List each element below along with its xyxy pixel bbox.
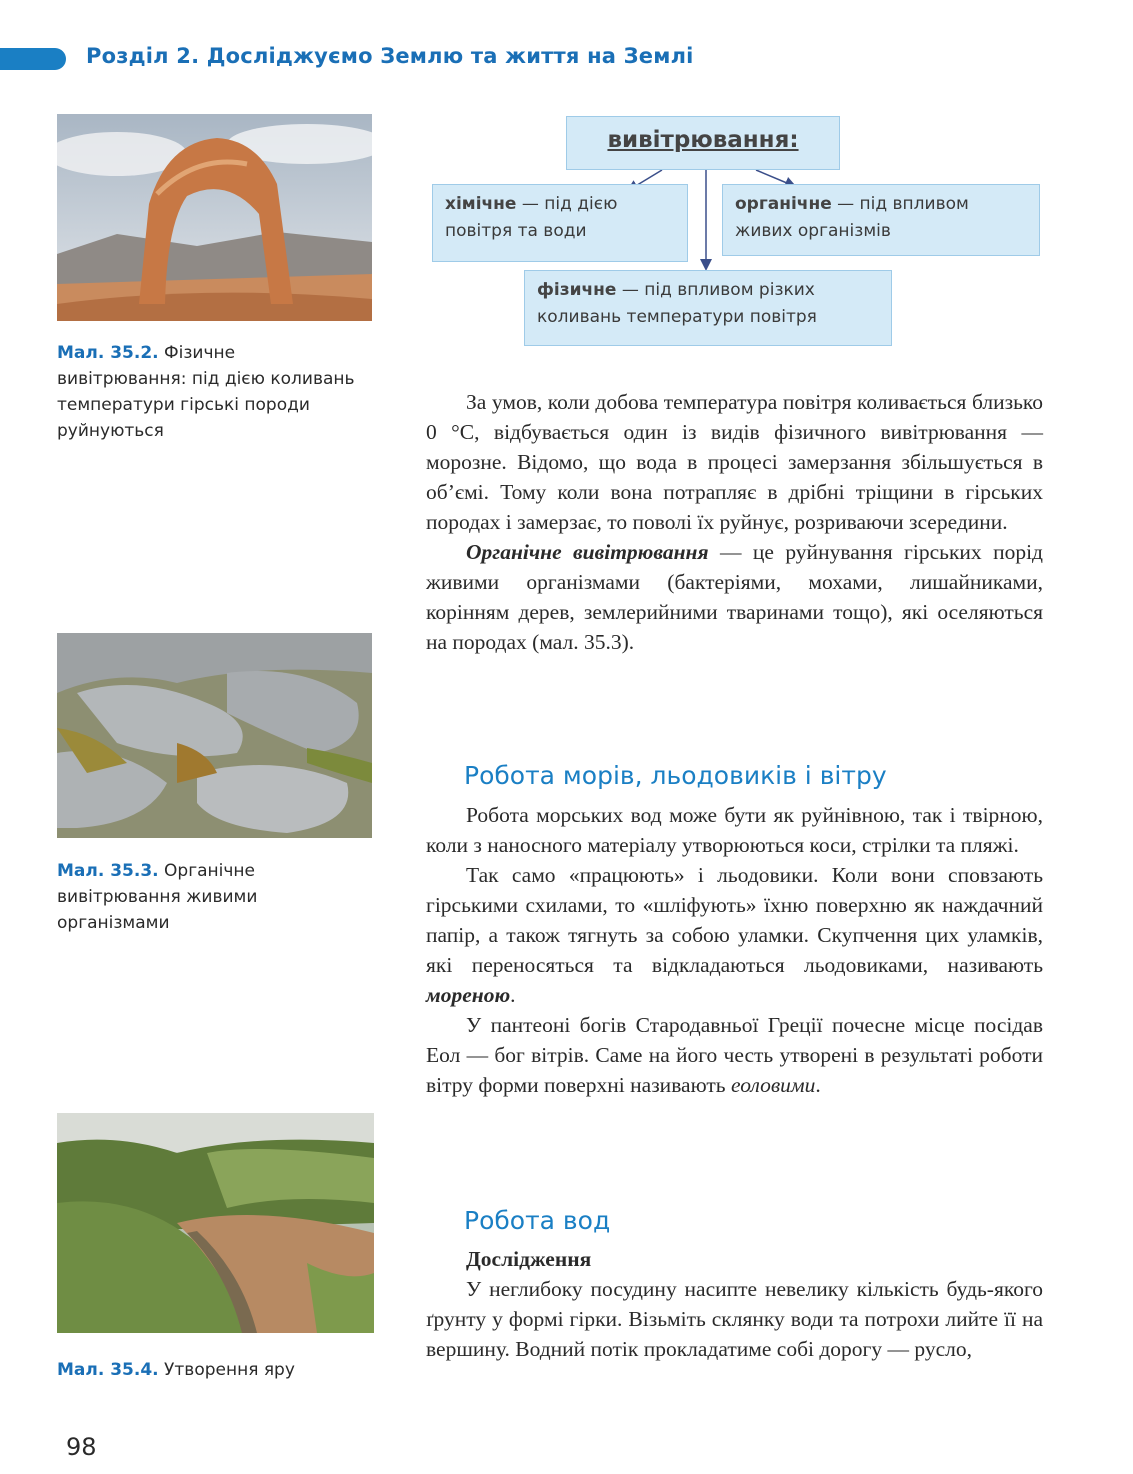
paragraph: За умов, коли добова температура повітря коливається близько 0 °С, відбувається один із видів фізичного вивітрювання — морозне. Відомо, що вода в процесі замерзання збільшується в об’ємі. Тому коли вона потрапляє в дрібні тріщини в гірських породах і замерзає, то поволі їх руйнує, розриваючи зсередини. — [426, 390, 1043, 534]
term: Органічне вивітрювання — [466, 540, 709, 564]
term: мореною — [426, 983, 511, 1007]
page-number: 98 — [66, 1433, 97, 1461]
arch-photo — [57, 114, 372, 321]
figure-number: Мал. 35.2. — [57, 343, 159, 363]
paragraph: Робота морських вод може бути як руйнівною, так і твірною, коли з наносного матеріалу утворюються коси, стрілки та пляжі. — [426, 803, 1043, 857]
chemical-text: — під дією повітря та води — [445, 194, 618, 241]
figure-number: Мал. 35.4. — [57, 1360, 159, 1380]
paragraph: Так само «працюють» і льодовики. Коли вони сповзають гірськими схилами, то «шліфують» їхню поверхню як наждачний папір, а також тягнуть за собою уламки. Скупчення цих уламків, які переносяться та відкладаються льодовиками, називають мореною. — [426, 863, 1043, 1007]
section-heading: Робота морів, льодовиків і вітру — [464, 761, 887, 790]
figure-text: Утворення яру — [164, 1360, 295, 1380]
figure-number: Мал. 35.3. — [57, 861, 159, 881]
chemical-weathering-box — [432, 184, 688, 262]
figure-caption-35-3 — [57, 858, 357, 936]
paragraph: У неглибоку посудину насипте невелику кількість будь-якого ґрунту у формі гірки. Візьміть склянку води та потрохи лийте її на вершину. Водний потік прокладатиме собі дорогу — русло, — [426, 1277, 1043, 1361]
research-title: Дослідження — [466, 1247, 592, 1271]
lichen-rocks-photo — [57, 633, 372, 838]
organic-weathering-box — [722, 184, 1040, 256]
ravine-photo — [57, 1113, 374, 1333]
chemical-term: хімічне — [445, 194, 517, 214]
term: еоловими — [730, 1073, 816, 1097]
header-accent-bar — [0, 48, 66, 70]
paragraph: У пантеоні богів Стародавньої Греції почесне місце посідав Еол — бог вітрів. Саме на його честь утворені в результаті роботи вітру форми поверхні називають еоловими. — [426, 1013, 1043, 1097]
diagram-title: вивітрювання: — [607, 127, 799, 153]
figure-caption-35-4 — [57, 1357, 377, 1383]
figure-text: Органічне вивітрювання живими організмами — [57, 861, 258, 933]
organic-term: органічне — [735, 194, 832, 214]
body-text-block-1 — [426, 387, 1043, 657]
physical-text: — під впливом різких коливань температури повітря — [537, 280, 817, 327]
physical-term: фізичне — [537, 280, 617, 300]
body-text-block-2 — [426, 800, 1043, 1100]
physical-weathering-box — [524, 270, 892, 346]
figure-caption-35-2 — [57, 340, 357, 444]
chapter-title: Розділ 2. Досліджуємо Землю та життя на Землі — [86, 44, 694, 68]
diagram-title-box — [566, 116, 840, 170]
figure-text: Фізичне вивітрювання: під дією коливань температури гірські породи руйнуються — [57, 343, 355, 441]
weathering-diagram — [426, 108, 1046, 358]
paragraph: Органічне вивітрювання — це руйнування гірських порід живими організмами (бактеріями, мохами, лишайниками, корінням дерев, землерийними тваринами тощо), які оселяються на породах (мал. 35.3). — [426, 540, 1043, 654]
section-heading: Робота вод — [464, 1206, 611, 1235]
organic-text: — під впливом живих організмів — [735, 194, 969, 241]
body-text-block-3 — [426, 1244, 1043, 1364]
